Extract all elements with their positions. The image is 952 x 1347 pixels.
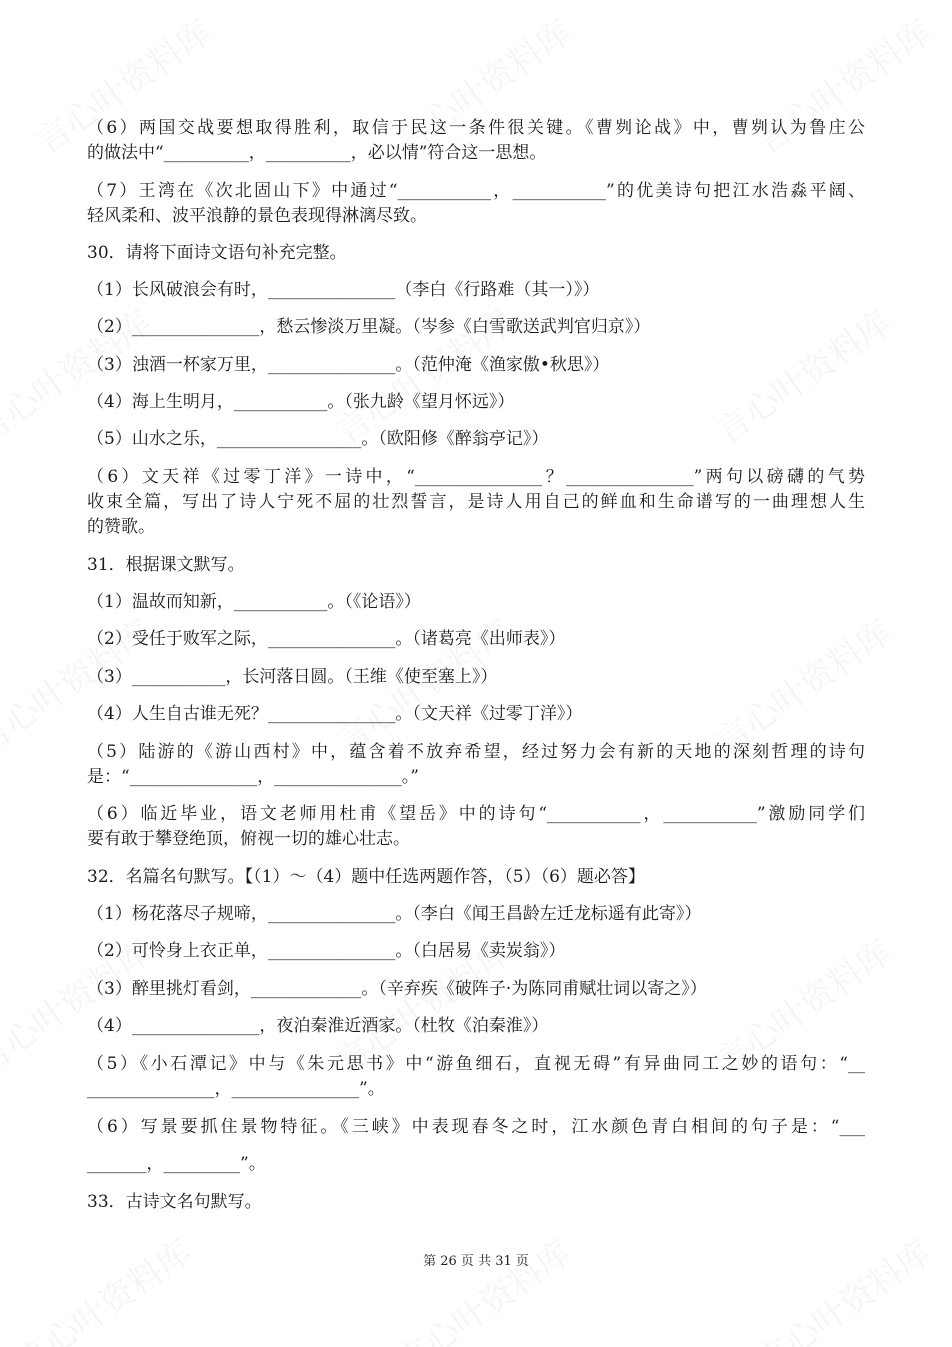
- text-line: 轻风柔和、波平浪静的景色表现得淋漓尽致。: [87, 206, 427, 226]
- text-line: （5）陆游的《游山西村》中，蕴含着不放弃希望，经过努力会有新的天地的深刻哲理的诗句: [87, 742, 865, 762]
- question-heading: 30．请将下面诗文语句补充完整。: [87, 243, 347, 263]
- text-line: （3）___________，长河落日圆。（王维《使至塞上》）: [87, 667, 498, 687]
- text-line: 的做法中“__________，__________，必以情”符合这一思想。: [87, 143, 547, 163]
- watermark: [4, 1226, 199, 1347]
- text-line: （6）临近毕业，语文老师用杜甫《望岳》中的诗句“___________，___________”激励同学们: [87, 804, 865, 824]
- page-footer: 第 26 页 共 31 页: [423, 1254, 529, 1269]
- text-line: （6）两国交战要想取得胜利，取信于民这一条件很关键。《曹刿论战》中，曹刿认为鲁庄公: [87, 118, 865, 138]
- text-line: 是：“_______________，_______________。”: [87, 767, 419, 787]
- text-line: （5）山水之乐，_________________。（欧阳修《醉翁亭记》）: [87, 429, 549, 449]
- text-line: （1）温故而知新，___________。（《论语》）: [87, 592, 421, 612]
- text-line: （1）长风破浪会有时，_______________（李白《行路难（其一）》）: [87, 280, 600, 300]
- text-line: _______，_________”。: [87, 1154, 266, 1174]
- text-line: （7）王湾在《次北固山下》中通过“___________，___________”的优美诗句把江水浩淼平阔、: [87, 181, 865, 201]
- watermark: [384, 1226, 579, 1347]
- question-heading: 33．古诗文名句默写。: [87, 1192, 262, 1212]
- question-heading: 32．名篇名句默写。【（1）～（4）题中任选两题作答，（5）（6）题必答】: [87, 867, 645, 887]
- text-line: 收束全篇，写出了诗人宁死不屈的壮烈誓言，是诗人用自己的鲜血和生命谱写的一曲理想人生: [87, 492, 865, 512]
- text-line: 的赞歌。: [87, 517, 155, 537]
- text-line: （1）杨花落尽子规啼，_______________。（李白《闻王昌龄左迁龙标遥有此寄》）: [87, 904, 702, 924]
- text-line: （6）文天祥《过零丁洋》一诗中，“_______________？_______________”两句以磅礴的气势: [87, 467, 865, 487]
- text-line: （3）醉里挑灯看剑，_____________。（辛弃疾《破阵子·为陈同甫赋壮词以寄之》）: [87, 979, 707, 999]
- text-line: （2）_______________，愁云惨淡万里凝。（岑参《白雪歌送武判官归京》）: [87, 317, 651, 337]
- text-line: （4）海上生明月，___________。（张九龄《望月怀远》）: [87, 392, 515, 412]
- text-line: （4）人生自古谁无死？_______________。（文天祥《过零丁洋》）: [87, 704, 583, 724]
- text-line: _______________，_______________”。: [87, 1079, 385, 1099]
- text-line: 要有敢于攀登绝顶，俯视一切的雄心壮志。: [87, 829, 410, 849]
- text-line: （5）《小石潭记》中与《朱元思书》中“游鱼细石，直视无碍”有异曲同工之妙的语句：“__: [87, 1054, 865, 1074]
- watermark: [744, 1226, 939, 1347]
- text-line: （3）浊酒一杯家万里，_______________。（范仲淹《渔家傲•秋思》）: [87, 355, 610, 375]
- question-heading: 31．根据课文默写。: [87, 555, 245, 575]
- text-line: （4）_______________，夜泊秦淮近酒家。（杜牧《泊秦淮》）: [87, 1016, 549, 1036]
- text-line: （6）写景要抓住景物特征。《三峡》中表现春冬之时，江水颜色青白相间的句子是：“___: [87, 1117, 865, 1137]
- text-line: （2）可怜身上衣正单，_______________。（白居易《卖炭翁》）: [87, 941, 566, 961]
- text-line: （2）受任于败军之际，_______________。（诸葛亮《出师表》）: [87, 629, 566, 649]
